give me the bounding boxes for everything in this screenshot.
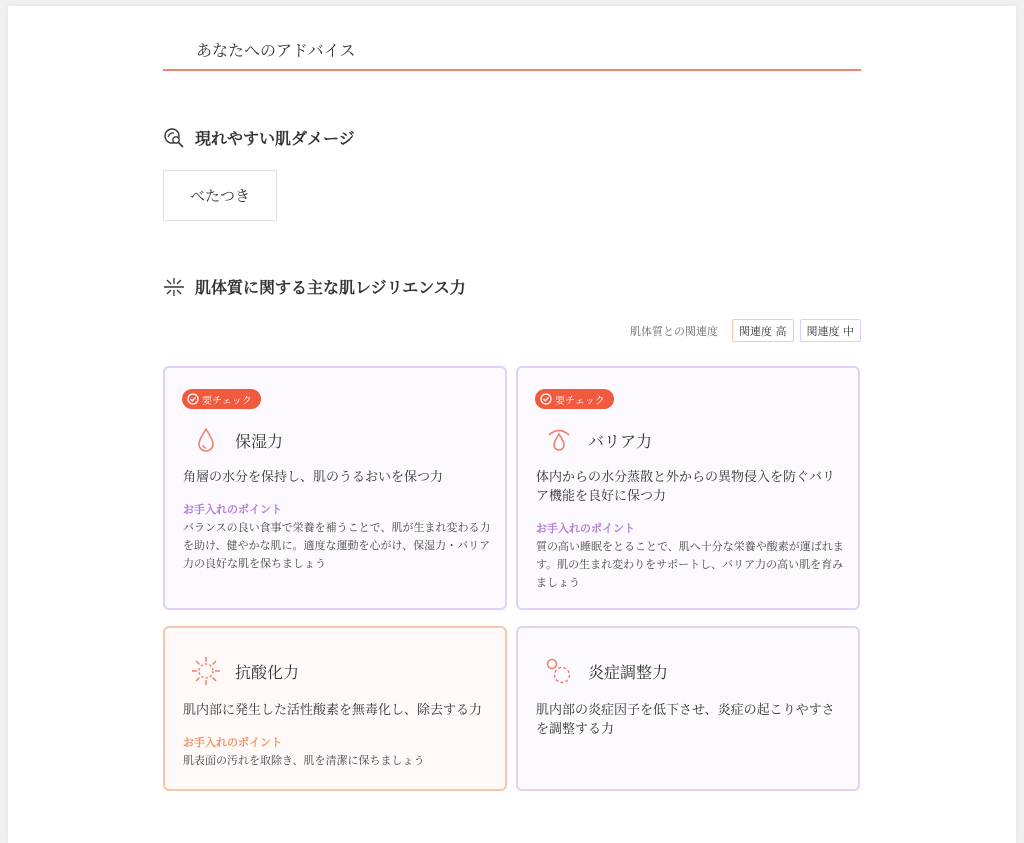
relevance-high-badge: 関連度 高	[732, 319, 794, 342]
check-badge	[182, 389, 261, 409]
check-badge-label: 要チェック	[555, 395, 605, 407]
care-point-text: バランスの良い食事で栄養を補うことで、肌が生まれ変わる力を助け、健やかな肌に。適度な運動を心がけ、保湿力・バリア力の良好な肌を保ちましょう	[183, 521, 491, 570]
damage-section-title: 現れやすい肌ダメージ	[195, 129, 355, 148]
card-description: 体内からの水分蒸散と外からの異物侵入を防ぐバリア機能を良好に保つ力	[536, 470, 836, 504]
care-point-text: 肌表面の汚れを取除き、肌を清潔に保ちましょう	[183, 754, 425, 767]
inflammation-dots-icon	[542, 654, 576, 688]
relevance-legend	[630, 319, 861, 342]
barrier-drop-icon	[542, 423, 576, 457]
care-point-label: お手入れのポイント	[536, 522, 635, 535]
card-title-row	[542, 423, 652, 457]
resilience-section-header	[163, 275, 466, 298]
damage-tag: べたつき	[163, 170, 277, 221]
card-description: 肌内部に発生した活性酸素を無毒化し、除去する力	[183, 703, 483, 718]
card-title: 炎症調整力	[588, 662, 669, 682]
resilience-card-antioxidant	[163, 626, 507, 791]
resilience-card-moisture	[163, 366, 507, 610]
card-description: 肌内部の炎症因子を低下させ、炎症の起こりやすさを調整する力	[536, 703, 835, 737]
check-badge	[535, 389, 614, 409]
damage-section-header	[163, 126, 355, 149]
title-divider	[163, 69, 861, 71]
resilience-section-title: 肌体質に関する主な肌レジリエンス力	[195, 278, 466, 297]
check-circle-icon	[540, 393, 552, 405]
resilience-card-inflammation	[516, 626, 860, 791]
check-circle-icon	[187, 393, 199, 405]
card-title: 抗酸化力	[235, 662, 300, 682]
magnifier-face-icon	[163, 127, 185, 149]
resilience-card-barrier	[516, 366, 860, 610]
card-title-row	[542, 654, 668, 688]
card-title: 保湿力	[235, 431, 284, 451]
care-point-label: お手入れのポイント	[183, 736, 282, 749]
relevance-label: 肌体質との関連度	[630, 324, 718, 338]
card-description: 角層の水分を保持し、肌のうるおいを保つ力	[183, 470, 444, 485]
check-badge-label: 要チェック	[202, 395, 252, 407]
spark-burst-icon	[189, 654, 223, 688]
water-drop-icon	[189, 423, 223, 457]
care-point-text: 質の高い睡眠をとることで、肌へ十分な栄養や酸素が運ばれます。肌の生まれ変わりをサポートし、バリア力の高い肌を育みましょう	[536, 540, 844, 589]
card-title-row	[189, 654, 299, 688]
card-title-row	[189, 423, 283, 457]
radiance-lines-icon	[163, 276, 185, 298]
card-title: バリア力	[588, 431, 653, 451]
page	[8, 6, 1016, 843]
page-title: あなたへのアドバイス	[196, 41, 356, 60]
care-point-label: お手入れのポイント	[183, 503, 282, 516]
relevance-mid-badge: 関連度 中	[800, 319, 862, 342]
